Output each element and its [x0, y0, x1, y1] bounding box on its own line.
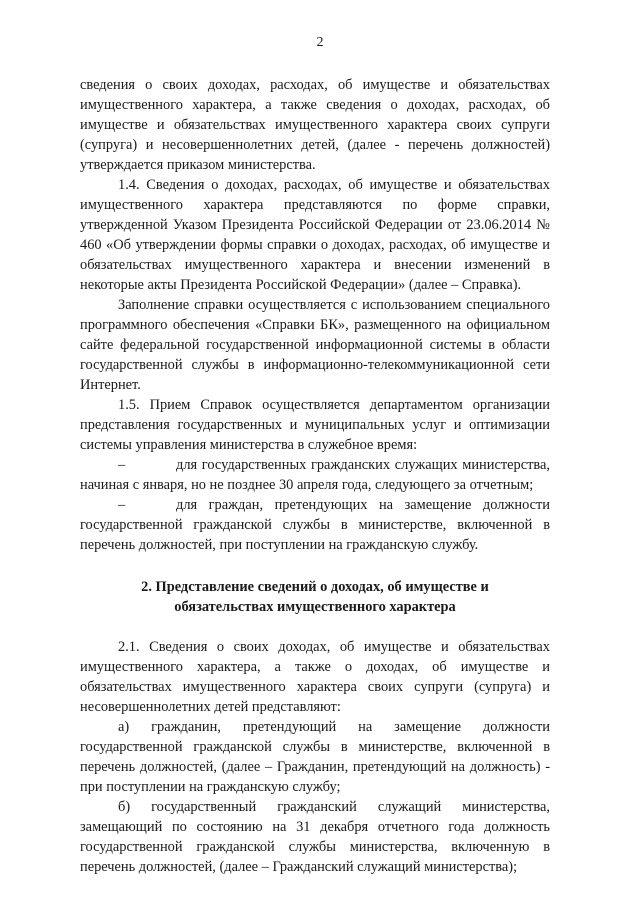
section-heading-line-1: 2. Представление сведений о доходах, об имуществе и: [141, 579, 489, 595]
list-dash: –: [118, 497, 126, 513]
paragraph-continuation: сведения о своих доходах, расходах, об имуществе и обязательствах имущественного характера, а также сведения о доходах, расходах, об имуществе и обязательствах имущественного характера своих супруги (супруга) и несовершеннолетних детей, (далее - перечень должностей) утверждается приказом министерства.: [80, 77, 550, 173]
paragraph-filling: Заполнение справки осуществляется с использованием специального программного обеспечения «Справки БК», размещенного на официальном сайте федеральной государственной информационной системы в области государственной службы в информационно-телекоммуникационной сети Интернет.: [80, 297, 550, 393]
paragraph-1-4: 1.4. Сведения о доходах, расходах, об имуществе и обязательствах имущественного характера представляются по форме справки, утвержденной Указом Президента Российской Федерации от 23.06.2014 № 460 «Об утверждении формы справки о доходах, расходах, об имуществе и обязательствах имущественного характера и внесении изменений в некоторые акты Президента Российской Федерации» (далее – Справка).: [80, 177, 550, 293]
paragraph-2-1: 2.1. Сведения о своих доходах, об имуществе и обязательствах имущественного характера, а также о доходах, об имуществе и обязательствах имущественного характера своих супруги (супруга) и несовершеннолетних детей представляют:: [80, 639, 550, 715]
list-item: [80, 455, 550, 495]
list-dash: –: [118, 457, 126, 473]
paragraph-2-1-b: б) государственный гражданский служащий министерства, замещающий по состоянию на 31 декабря отчетного года должность государственной гражданской службы министерства, включенную в перечень должностей, (далее – Гражданский служащий министерства);: [80, 799, 550, 875]
page-number: 2: [316, 35, 324, 50]
list-item-text: для граждан, претендующих на замещение должности государственной гражданской службы в министерстве, включенной в перечень должностей, при поступлении на гражданскую службу.: [80, 497, 550, 553]
document-body: [80, 75, 550, 877]
list-item-text: для государственных гражданских служащих министерства, начиная с января, но не позднее 30 апреля года, следующего за отчетным;: [80, 457, 550, 493]
section-heading-line-2: обязательствах имущественного характера: [174, 599, 456, 615]
paragraph-1-5: 1.5. Прием Справок осуществляется департаментом организации представления государственных и муниципальных услуг и оптимизации системы управления министерства в служебное время:: [80, 397, 550, 453]
section-heading: [80, 577, 550, 617]
paragraph-2-1-a: а) гражданин, претендующий на замещение должности государственной гражданской службы в министерстве, включенной в перечень должностей, (далее – Гражданин, претендующий на должность) - при поступлении на гражданскую службу;: [80, 719, 550, 795]
list-item: [80, 495, 550, 555]
